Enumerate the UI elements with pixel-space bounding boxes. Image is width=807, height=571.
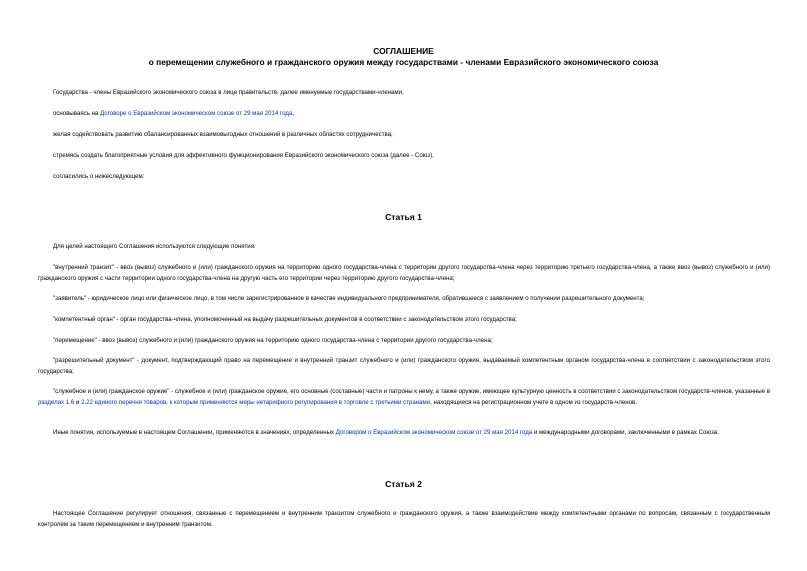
- document-title: СОГЛАШЕНИЕ: [373, 46, 434, 56]
- treaty-link[interactable]: Договоре о Евразийском экономическом союзе от 29 мая 2014 года: [100, 110, 293, 117]
- article-1-heading: Статья 1: [385, 212, 422, 222]
- definition-internal-transit: "внутренний транзит" - ввоз (вывоз) служебного и (или) гражданского оружия на территорию одного государства-члена с территории другого государства-члена через территорию третьего государства-члена, а также ввоз (вывоз) служебного и (или) гражданского оружия с части территории одного государства-члена на другую часть его территории через территорию другого государства-члена;: [38, 264, 770, 282]
- definition-permit: "разрешительный документ" - документ, подтверждающий право на перемещение и внутренний транзит служебного и (или) гражданского оружия, выдаваемый компетентным органом государства-члена в соответствии с законодательством этого государства;: [38, 357, 770, 375]
- document-subtitle: о перемещении служебного и гражданского оружия между государствами - членами Евразийского экономического союза: [148, 57, 659, 67]
- article-2-heading: Статья 2: [385, 479, 422, 489]
- unified-goods-list-link[interactable]: 2.22 единого перечня товаров, к которым применяются меры нетарифного регулирования в торговле с третьими странами: [81, 398, 431, 406]
- definition-applicant: "заявитель" - юридическое лицо или физическое лицо, в том числе зарегистрированное в качестве индивидуального предпринимателя, обратившееся с заявлением о получении разрешительного документа;: [53, 295, 645, 302]
- definition-competent-authority: "компетентный орган" - орган государства-члена, уполномоченный на выдачу разрешительных документов в соответствии с законодательством этого государства;: [53, 316, 517, 323]
- definition-movement: "перемещение" - ввоз (вывоз) служебного и (или) гражданского оружия на территорию одного государства-члена с территории другого государства-члена;: [53, 337, 493, 344]
- preamble-paragraph-5: согласились о нижеследующем:: [53, 173, 145, 180]
- treaty-link-2[interactable]: Договором о Евразийском экономическом союзе от 29 мая 2014 года: [335, 429, 533, 436]
- preamble-paragraph-3: желая содействовать развитию сбалансированных взаимовыгодных отношений в различных областях сотрудничества,: [53, 131, 393, 138]
- article-1-intro: Для целей настоящего Соглашения используются следующие понятия:: [53, 243, 256, 250]
- other-concepts-paragraph: Иные понятия, используемые в настоящем Соглашении, применяются в значениях, определенных Договором о Евразийском экономическом союзе от 29 мая 2014 года и международными договорами, заключенными в рамках Союза.: [53, 429, 719, 436]
- article-2-paragraph: Настоящее Соглашение регулирует отношения, связанные с перемещением и внутренним транзитом служебного и гражданского оружия, а также взаимодействие между компетентными органами по вопросам, связанным с государственным контролем за таким перемещением и внутренним транзитом.: [38, 510, 770, 528]
- definition-weapons: "служебное и (или) гражданское оружие" - служебное и (или) гражданское оружие, его основные (составные) части и патроны к нему, а также оружие, имеющее культурную ценность в соответствии с законодательством государств-членов, указанные в разделах 1.6 и 2.22 единого перечня товаров, к которым применяются меры нетарифного регулирования в торговле с третьими странами, находящиеся на регистрационном учете в одном из государств-членов.: [38, 388, 770, 406]
- preamble-paragraph-2: основываясь на Договоре о Евразийском экономическом союзе от 29 мая 2014 года,: [53, 110, 294, 117]
- preamble-paragraph-4: стремясь создать благоприятные условия для эффективного функционирования Евразийского экономического союза (далее - Союз),: [53, 152, 434, 159]
- sections-1-6-link[interactable]: разделах 1.6: [38, 398, 75, 406]
- preamble-paragraph-1: Государства - члены Евразийского экономического союза в лице правительств, далее именуемые государствами-членами,: [53, 89, 404, 96]
